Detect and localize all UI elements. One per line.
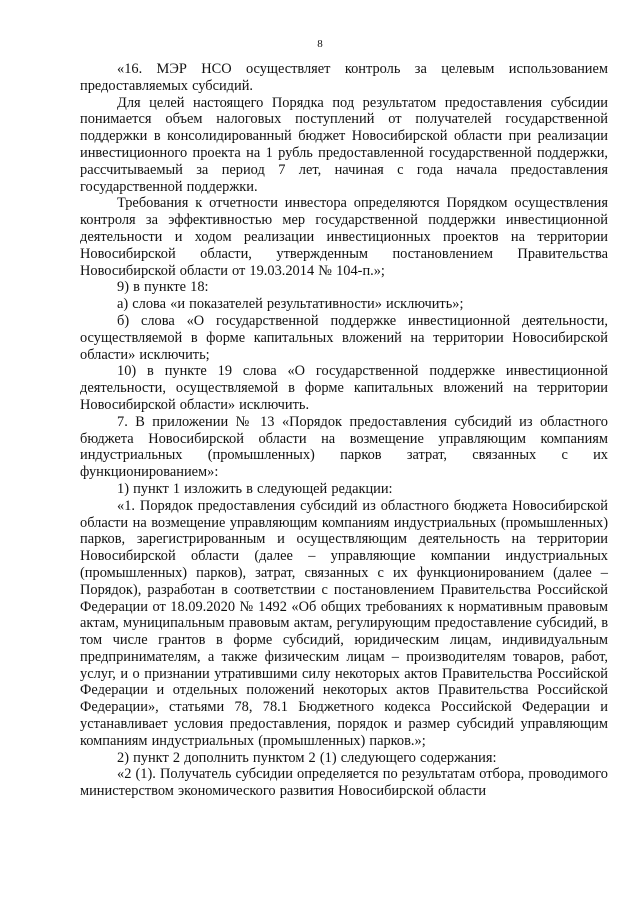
paragraph-reporting-requirements: Требования к отчетности инвестора определяются Порядком осуществления контроля за эффективностью мер государственной поддержки инвестиционной деятельности и ходом реализации инвестиционных проектов на территории Новосибирской области, утвержденным постановлением Правительства Новосибирской области от 19.03.2014 № 104-п.»; — [80, 195, 608, 279]
paragraph-item-9a: а) слова «и показателей результативности» исключить»; — [117, 296, 464, 313]
paragraph-item-9b: б) слова «О государственной поддержке инвестиционной деятельности, осуществляемой в форме капитальных вложений на территории Новосибирской области» исключить; — [80, 312, 608, 363]
page-number: 8 — [317, 38, 323, 50]
paragraph-item-10: 10) в пункте 19 слова «О государственной поддержке инвестиционной деятельности, осуществляемой в форме капитальных вложений на территории Новосибирской области» исключить. — [80, 363, 608, 413]
paragraph-item-9: 9) в пункте 18: — [117, 279, 209, 296]
document-body — [80, 61, 608, 800]
paragraph-subsidy-result: Для целей настоящего Порядка под результатом предоставления субсидии понимается объем налоговых поступлений от получателей государственной поддержки в консолидированный бюджет Новосибирской области при реализации инвестиционного проекта на 1 рубль предоставленной государственной поддержки, рассчитываемый за период 7 лет, начиная с года начала предоставления государственной поддержки. — [80, 94, 608, 195]
paragraph-clause-16: «16. МЭР НСО осуществляет контроль за целевым использованием предоставляемых субсидий. — [80, 61, 608, 94]
paragraph-point-2-supplement: 2) пункт 2 дополнить пунктом 2 (1) следующего содержания: — [117, 749, 497, 766]
paragraph-point-1-new-edition: 1) пункт 1 изложить в следующей редакции: — [117, 480, 393, 497]
paragraph-clause-1-text: «1. Порядок предоставления субсидий из областного бюджета Новосибирской области на возмещение управляющим компаниям индустриальных (промышленных) парков, зарегистрированным и осуществляющим деятельность на территории Новосибирской области (далее – управляющие компании индустриальных (промышленных) парков), затрат, связанных с их функционированием (далее – Порядок), разработан в соответствии с постановлением Правительства Российской Федерации от 18.09.2020 № 1492 «Об общих требованиях к нормативным правовым актам, муниципальным правовым актам, регулирующим предоставление субсидий, в том числе грантов в форме субсидий, юридическим лицам, индивидуальным предпринимателям, а также физическим лицам – производителям товаров, работ, услуг, и о признании утратившими силу некоторых актов Правительства Российской Федерации и отдельных положений некоторых актов Правительства Российской Федерации», статьями 78, 78.1 Бюджетного кодекса Российской Федерации и устанавливает условия предоставления, порядок и размер субсидий управляющим компаниям индустриальных (промышленных) парков.»; — [80, 497, 608, 749]
paragraph-appendix-13: 7. В приложении № 13 «Порядок предоставления субсидий из областного бюджета Новосибирской области на возмещение управляющим компаниям индустриальных (промышленных) парков затрат, связанных с их функционированием»: — [80, 413, 608, 481]
paragraph-clause-2-1: «2 (1). Получатель субсидии определяется по результатам отбора, проводимого министерством экономического развития Новосибирской области — [80, 766, 608, 800]
